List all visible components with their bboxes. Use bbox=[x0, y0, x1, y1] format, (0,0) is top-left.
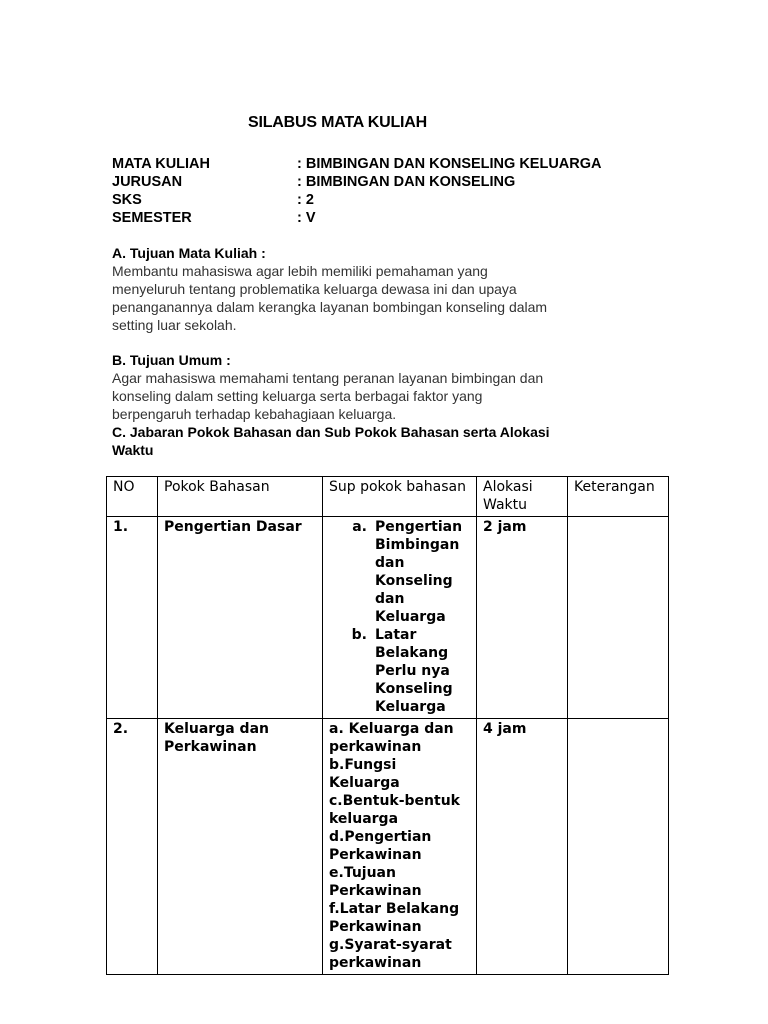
sub-line: g.Syarat-syarat perkawinan bbox=[329, 937, 452, 971]
table-row bbox=[107, 517, 669, 719]
syllabus-table bbox=[106, 476, 669, 975]
cell-pokok: Keluarga dan Perkawinan bbox=[158, 719, 323, 975]
sub-line: f.Latar Belakang Perkawinan bbox=[329, 901, 460, 935]
paragraph-line: Membantu mahasiswa agar lebih memiliki pemahaman yang bbox=[112, 263, 488, 279]
list-text: Pengertian Bimbingan dan Konseling dan Keluarga bbox=[375, 519, 463, 625]
paragraph-line: Agar mahasiswa memahami tentang peranan layanan bimbingan dan bbox=[112, 370, 544, 386]
info-label: SEMESTER bbox=[112, 210, 192, 226]
header-pokok-bahasan: Pokok Bahasan bbox=[158, 477, 323, 517]
table-header-row bbox=[107, 477, 669, 517]
list-item bbox=[323, 518, 470, 626]
paragraph-line: berpengaruh terhadap kebahagiaan keluarga. bbox=[112, 406, 397, 422]
list-text: Latar Belakang Perlu nya Konseling Keluarga bbox=[375, 627, 453, 715]
cell-sub bbox=[323, 719, 477, 975]
info-label: SKS bbox=[112, 192, 142, 208]
cell-keterangan bbox=[568, 517, 669, 719]
cell-sub bbox=[323, 517, 477, 719]
info-row-mata-kuliah bbox=[112, 155, 602, 173]
table-row bbox=[107, 719, 669, 975]
info-value: : BIMBINGAN DAN KONSELING bbox=[297, 174, 516, 190]
header-keterangan: Keterangan bbox=[568, 477, 669, 517]
paragraph-line: setting luar sekolah. bbox=[112, 317, 237, 333]
section-c-heading bbox=[112, 423, 632, 459]
info-row-sks bbox=[112, 191, 602, 209]
info-label: MATA KULIAH bbox=[112, 156, 210, 172]
header-sub-pokok: Sup pokok bahasan bbox=[323, 477, 477, 517]
sub-line: b.Fungsi Keluarga bbox=[329, 757, 400, 791]
info-row-jurusan bbox=[112, 173, 602, 191]
header-alokasi: Alokasi Waktu bbox=[477, 477, 568, 517]
cell-alokasi: 2 jam bbox=[477, 517, 568, 719]
section-a-heading: A. Tujuan Mata Kuliah : bbox=[112, 245, 266, 261]
section-c-heading-line: Waktu bbox=[112, 442, 154, 458]
cell-no: 1. bbox=[107, 517, 158, 719]
list-item bbox=[323, 626, 470, 716]
section-b-paragraph bbox=[112, 369, 592, 423]
section-a-paragraph bbox=[112, 262, 592, 334]
info-value: : 2 bbox=[297, 192, 314, 208]
cell-no: 2. bbox=[107, 719, 158, 975]
section-b-heading: B. Tujuan Umum : bbox=[112, 352, 231, 368]
header-no: NO bbox=[107, 477, 158, 517]
sub-line: a. Keluarga dan perkawinan bbox=[329, 721, 454, 755]
sub-line: d.Pengertian Perkawinan bbox=[329, 829, 432, 863]
sub-line: c.Bentuk-bentuk keluarga bbox=[329, 793, 460, 827]
list-marker: b. bbox=[351, 627, 367, 643]
list-marker: a. bbox=[352, 519, 367, 535]
cell-alokasi: 4 jam bbox=[477, 719, 568, 975]
document-title: SILABUS MATA KULIAH bbox=[248, 114, 427, 131]
paragraph-line: konseling dalam setting keluarga serta berbagai faktor yang bbox=[112, 388, 483, 404]
info-label: JURUSAN bbox=[112, 174, 183, 190]
info-value: : V bbox=[297, 210, 316, 226]
sub-line: e.Tujuan Perkawinan bbox=[329, 865, 422, 899]
paragraph-line: penanganannya dalam kerangka layanan bombingan konseling dalam bbox=[112, 299, 548, 315]
cell-keterangan bbox=[568, 719, 669, 975]
info-value: : BIMBINGAN DAN KONSELING KELUARGA bbox=[297, 156, 602, 172]
sub-list bbox=[323, 518, 470, 716]
paragraph-line: menyeluruh tentang problematika keluarga dewasa ini dan upaya bbox=[112, 281, 517, 297]
section-c-heading-line: C. Jabaran Pokok Bahasan dan Sub Pokok Bahasan serta Alokasi bbox=[112, 424, 550, 440]
cell-pokok: Pengertian Dasar bbox=[158, 517, 323, 719]
course-info bbox=[112, 155, 602, 227]
info-row-semester bbox=[112, 209, 602, 227]
